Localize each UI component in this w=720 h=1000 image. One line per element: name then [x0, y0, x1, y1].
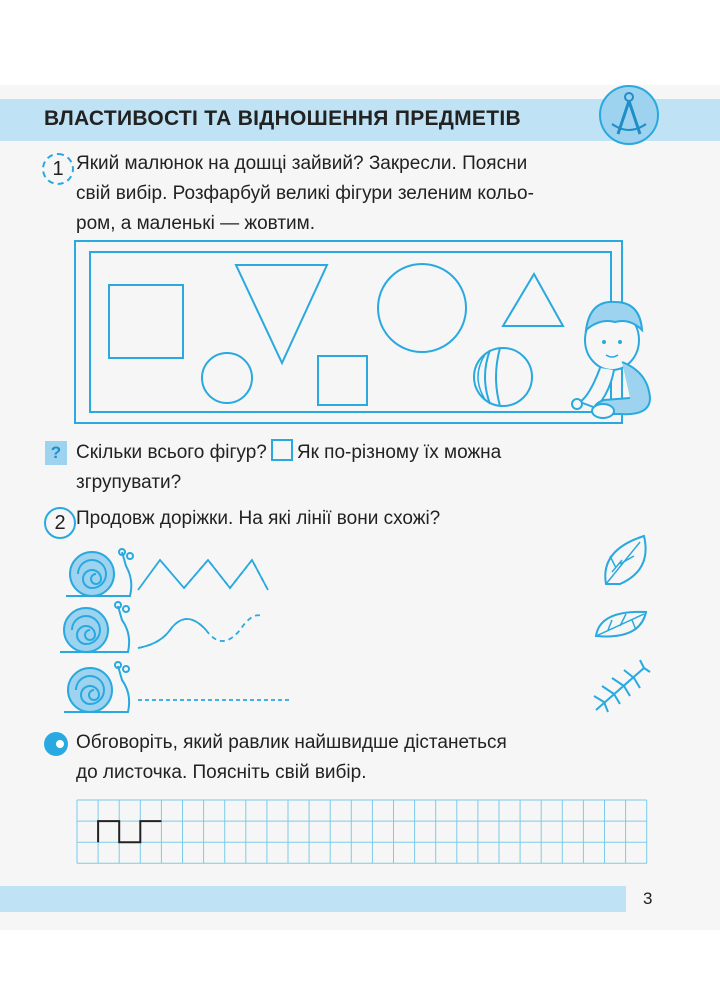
question-badge: ?: [45, 441, 67, 465]
task-1-number: 1: [42, 153, 74, 185]
task-1-line-2: свій вибір. Розфарбуй великі фігури зеленим кольо-: [76, 183, 534, 204]
task-2-number: 2: [44, 507, 76, 539]
task-1-line-3: ром, а маленькі — жовтим.: [76, 213, 315, 234]
discussion-line-1: Обговоріть, який равлик найшвидше дістанеться: [76, 732, 507, 753]
task-1-line-1: Який малюнок на дошці зайвий? Закресли. Поясни: [76, 153, 528, 174]
question-part-2: Як по-різному їх можна: [296, 442, 502, 463]
question-part-1: Скільки всього фігур?: [76, 442, 267, 463]
discussion-line-2: до листочка. Поясніть свій вибір.: [76, 762, 367, 783]
footer-band: [0, 886, 626, 912]
task-2-text: Продовж доріжки. На які лінії вони схожі?: [76, 508, 441, 529]
sample-pattern: [98, 821, 161, 842]
page-title: ВЛАСТИВОСТІ ТА ВІДНОШЕННЯ ПРЕДМЕТІВ: [44, 107, 521, 130]
question-line-2: згрупувати?: [76, 472, 182, 493]
page-number: 3: [643, 889, 653, 908]
